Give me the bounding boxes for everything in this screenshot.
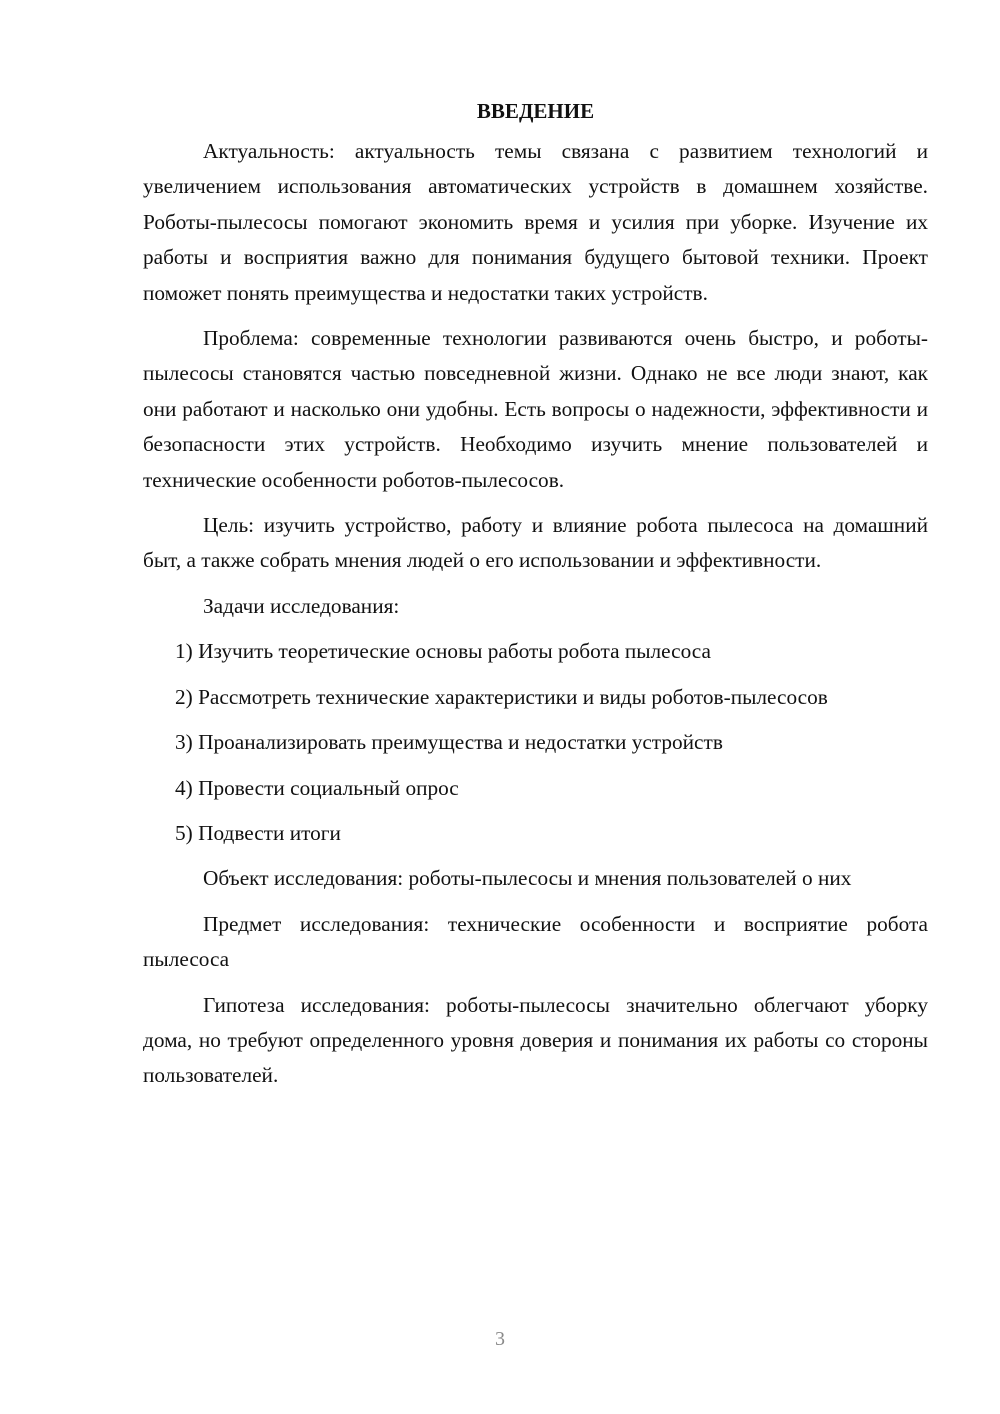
section-title: ВВЕДЕНИЕ [476,99,595,123]
paragraph-subject: Предмет исследования: технические особенности и восприятие робота пылесоса [143,911,928,972]
paragraph-tasks-heading: Задачи исследования: [203,593,400,618]
paragraph-goal: Цель: изучить устройство, работу и влияние робота пылесоса на домашний быт, а также собрать мнения людей о его использовании и эффективности. [143,513,928,573]
task-item: 3) Проанализировать преимущества и недостатки устройств [175,730,723,755]
paragraph-hypothesis: Гипотеза исследования: роботы-пылесосы значительно облегчают уборку дома, но требуют определенного уровня доверия и понимания их работы со стороны пользователей. [143,992,928,1088]
paragraph-object: Объект исследования: роботы-пылесосы и мнения пользователей о них [203,866,852,891]
task-item: 5) Подвести итоги [175,820,341,845]
paragraph-problem: Проблема: современные технологии развиваются очень быстро, и роботы-пылесосы становятся частью повседневной жизни. Однако не все люди знают, как они работают и насколько они удобны. Есть вопросы о надежности, эффективности и безопасности этих устройств. Необходимо изучить мнение пользователей и технические особенности роботов-пылесосов. [143,326,928,492]
document-page [143,94,928,1104]
task-item: 2) Рассмотреть технические характеристики и виды роботов-пылесосов [175,684,828,709]
task-item: 1) Изучить теоретические основы работы робота пылесоса [175,639,711,664]
page-number: 3 [495,1328,505,1350]
paragraph-relevance: Актуальность: актуальность темы связана с развитием технологий и увеличением использования автоматических устройств в домашнем хозяйстве. Роботы-пылесосы помогают экономить время и усилия при уборке. Изучение их работы и восприятия важно для понимания будущего бытовой техники. Проект поможет понять преимущества и недостатки таких устройств. [143,139,928,305]
task-item: 4) Провести социальный опрос [175,775,459,800]
